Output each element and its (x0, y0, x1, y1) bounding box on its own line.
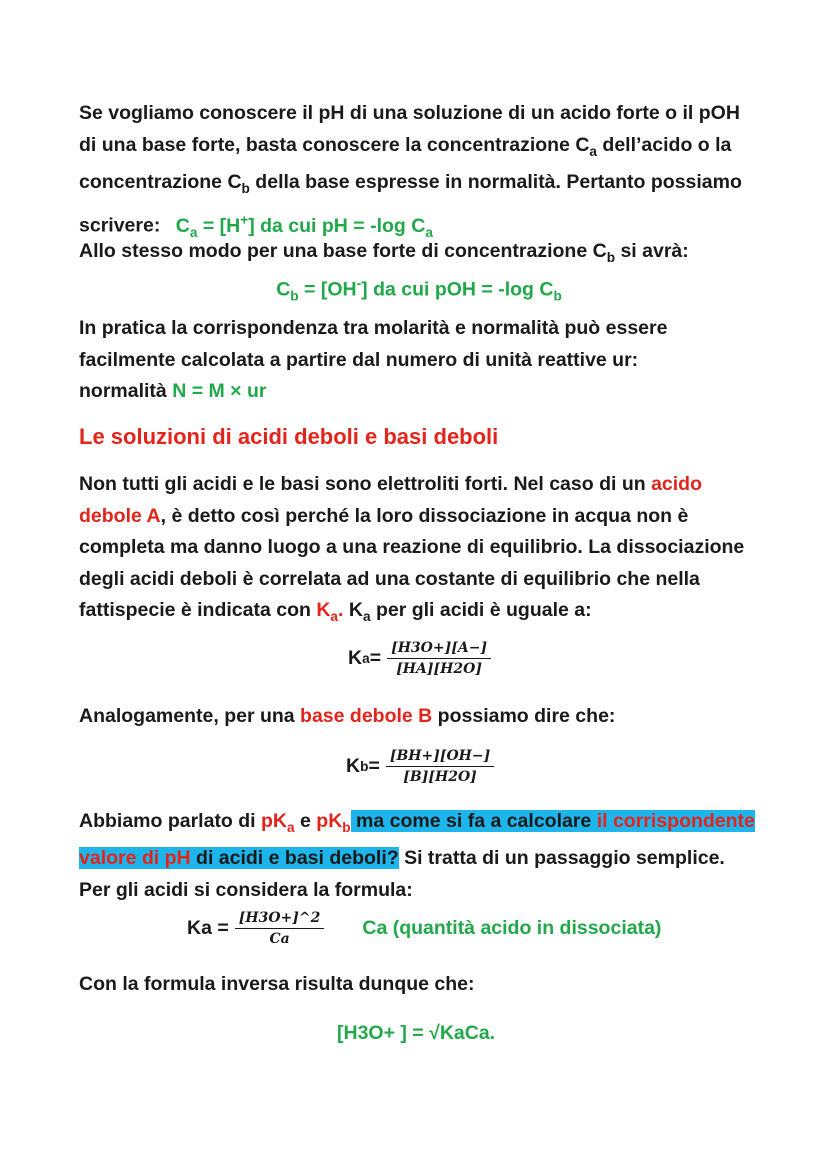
deboli-line-3: completa ma danno luogo a una reazione di equilibrio. La dissociazione (79, 536, 745, 558)
debole-a-highlight: debole A (79, 504, 161, 527)
pratica-line-2: facilmente calcolata a partire dal numero di unità reattive ur: (79, 348, 639, 371)
deboli-line-1: Non tutti gli acidi e le basi sono elettroliti forti. Nel caso di un (79, 473, 646, 495)
kb-denominator: [B][H2O] (403, 769, 477, 785)
kb-fraction (386, 748, 494, 785)
intro-line-3: concentrazione C (79, 170, 242, 193)
ka2-note: Ca (quantità acido in dissociata) (362, 917, 662, 939)
ka2-denominator: Ca (269, 931, 290, 947)
parlato-line-2-end: Si tratta di un passaggio semplice. (398, 847, 725, 870)
normality-formula: N = M × ur (172, 380, 267, 402)
inversa-line: Con la formula inversa risulta dunque che: (79, 973, 475, 995)
ka-squared-formula: Ka = $\frac{[H3O+]\^{}2}{Ca}$ Ca (quantità acido in dissociata) (187, 910, 662, 947)
intro-line-3-end: della base espresse in normalità. Pertanto possiamo (249, 170, 742, 193)
parlato-paragraph: Abbiamo parlato di $pK_a$ e $pK_b$ ma come si fa a calcolare il corrispondente valore di pH di acidi e basi deboli? Si tratta di un passaggio semplice. Per gli acidi si considera la formula: (79, 810, 755, 901)
ka-red: $K_a$. (316, 599, 344, 624)
deboli-line-4: degli acidi deboli è correlata ad una costante di equilibrio che nella (79, 567, 700, 590)
highlighted-question-2: valore di pH di acidi e basi deboli? (79, 847, 399, 870)
poh-formula: $C_b = [OH^-]$ da cui pOH = -log $C_b$ (276, 276, 562, 304)
pratica-line-3: normalità (79, 380, 167, 402)
ka2-fraction (235, 910, 325, 947)
ka-formula: K a = $\frac{[H3O+][A-]}{[HA][H2O]}$ (348, 640, 491, 677)
ka-fraction (387, 640, 491, 677)
deboli-line-2: , è detto così perché la loro dissociazione in acqua non è (160, 504, 689, 527)
intro-line-1: Se vogliamo conoscere il pH di una soluzione di un acido forte o il pOH (79, 102, 740, 124)
analog-paragraph (79, 701, 759, 733)
highlighted-question: ma come si fa a calcolare il corrispondente (350, 810, 755, 832)
deboli-line-5: fattispecie è indicata con (79, 599, 311, 621)
intro-paragraph (79, 98, 759, 248)
parlato-line-3: Per gli acidi si considera la formula: (79, 878, 413, 901)
deboli-paragraph: Non tutti gli acidi e le basi sono elettroliti forti. Nel caso di un acido debole A, è detto così perché la loro dissociazione in acqua non è completa ma danno luogo a una reazione di equilibrio. La dissociazione degli acidi deboli è correlata ad una costante di equilibrio che nella fattispecie è indicata con $K_a$. $K_a$ per gli acidi è uguale a: (79, 473, 745, 624)
base-debole-highlight: base debole B (300, 705, 433, 727)
final-formula: [H3O+ ] = √KaCa. (337, 1022, 496, 1044)
subscript-a: a (589, 143, 597, 159)
base-line-1-end: si avrà: (615, 240, 689, 262)
pkb-text: $pK_b$ (316, 810, 351, 835)
pratica-paragraph (79, 313, 759, 408)
ph-formula: $C_a = [H^+]$ da cui pH = -log $C_a$ (175, 212, 433, 240)
kb-formula: K b = $\frac{[BH+][OH-]}{[B][H2O]}$ (346, 748, 494, 785)
pka-text: $pK_a$ (261, 810, 295, 835)
intro-line-2: di una base forte, basta conoscere la concentrazione C (79, 133, 590, 156)
parlato-line-1: Abbiamo parlato di (79, 810, 262, 832)
pratica-line-1: In pratica la corrispondenza tra molarità e normalità può essere (79, 317, 668, 339)
intro-line-4: scrivere: (79, 214, 161, 237)
base-line-1: Allo stesso modo per una base forte di concentrazione C (79, 240, 607, 262)
subscript-b: b (606, 249, 616, 265)
subscript-b: b (241, 180, 250, 196)
ka-denominator: [HA][H2O] (396, 661, 482, 677)
kb-numerator: [BH+][OH−] (386, 748, 494, 767)
acido-highlight: acido (651, 473, 703, 495)
analog-line: Analogamente, per una (79, 705, 295, 727)
intro-line-2-end: dell’acido o la (597, 133, 732, 156)
section-heading: Le soluzioni di acidi deboli e basi deboli (79, 424, 499, 449)
ka2-numerator: [H3O+]^2 (235, 910, 325, 929)
ka-numerator: [H3O+][A−] (387, 640, 491, 659)
analog-line-end: possiamo dire che: (432, 705, 616, 727)
